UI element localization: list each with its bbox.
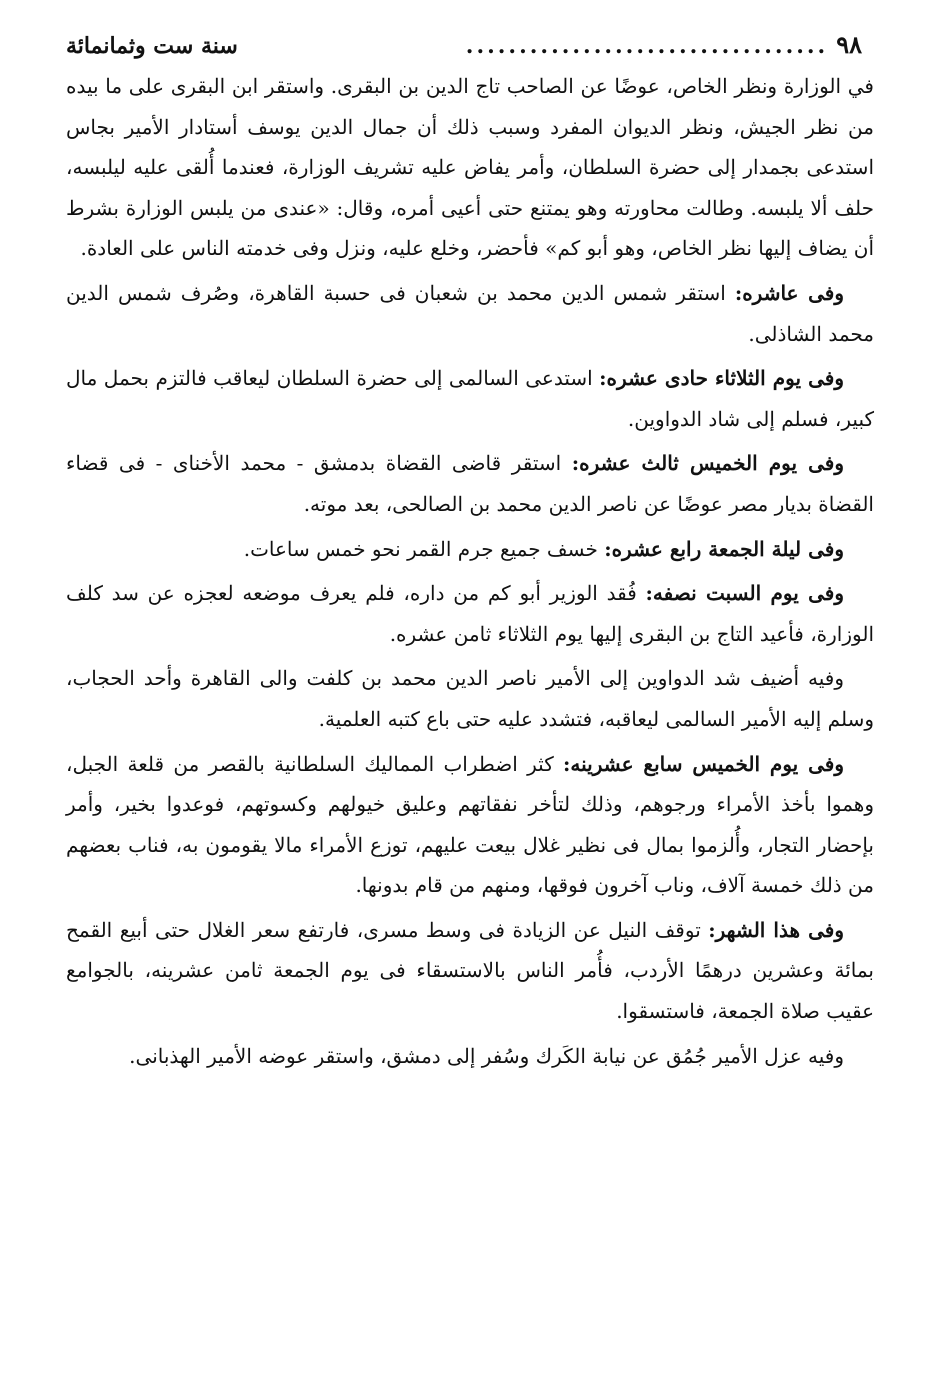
page-number: ٩٨ [836,30,862,59]
paragraph [66,573,874,654]
paragraph-text: كثر اضطراب المماليك السلطانية بالقصر من قلعة الجبل، وهموا بأخذ الأمراء ورجوهم، وذلك لتأخر نفقاتهم وعليق خيولهم وكسوتهم، فوعدوا بخير، وأمر بإحضار التجار، وأُلزموا بمال فى نظير غلال بيعت عليهم، توزع الأمراء مالا يقومون به، فناب بعضهم من ذلك خمسة آلاف، وناب آخرون فوقها، ومنهم من قام بدونها. [66,751,874,898]
paragraph [66,529,874,570]
paragraph-text: وفيه أضيف شد الدواوين إلى الأمير ناصر الدين محمد بن كلفت والى القاهرة وأحد الحجاب، وسلم إليه الأمير السالمى ليعاقبه، فتشدد عليه حتى باع كتبه العلمية. [66,666,874,731]
paragraph-text: فُقد الوزير أبو كم من داره، فلم يعرف موضعه لعجزه عن سد كلف الوزارة، فأعيد التاج بن البقرى إليها يوم الثلاثاء ثامن عشره. [66,581,874,646]
paragraph [66,443,874,524]
paragraph-text: خسف جميع جرم القمر نحو خمس ساعات. [243,536,605,561]
running-header [66,30,862,64]
paragraph-lead: وفى يوم السبت نصفه: [645,581,844,606]
paragraph [66,273,874,354]
paragraph-text: استدعى السالمى إلى حضرة السلطان ليعاقب فالتزم بحمل مال كبير، فسلم إلى شاد الدواوين. [66,366,874,431]
paragraph [66,1036,874,1077]
paragraph-lead: وفى يوم الثلاثاء حادى عشره: [599,366,844,391]
paragraph [66,66,874,269]
body-text [66,66,874,1076]
paragraph [66,744,874,906]
book-page [66,30,874,1341]
paragraph-lead: وفى هذا الشهر: [708,917,844,942]
paragraph [66,910,874,1032]
paragraph-text: استقر قاضى القضاة بدمشق - محمد الأخناى - فى قضاء القضاة بديار مصر عوضًا عن ناصر الدين محمد بن الصالحى، بعد موته. [66,451,874,516]
paragraph-text: وفيه عزل الأمير جُمُق عن نيابة الكَرك وسُفر إلى دمشق، واستقر عوضه الأمير الهذبانى. [129,1043,844,1068]
paragraph-text: استقر شمس الدين محمد بن شعبان فى حسبة القاهرة، وصُرف شمس الدين محمد الشاذلى. [66,280,874,346]
paragraph [66,358,874,439]
header-title: سنة ست وثمانمائة [66,33,238,59]
paragraph-lead: وفى عاشره: [734,280,844,305]
header-leader-dots: .................................. [465,33,829,59]
paragraph [66,658,874,739]
paragraph-lead: وفى ليلة الجمعة رابع عشره: [604,536,844,561]
paragraph-lead: وفى يوم الخميس سابع عشرينه: [563,751,845,776]
paragraph-text: توقف النيل عن الزيادة فى وسط مسرى، فارتفع سعر الغلال حتى أبيع القمح بمائة وعشرين درهمًا الأردب، فأُمر الناس بالاستسقاء فى يوم الجمعة ثامن عشرينه، بالجوامع عقيب صلاة الجمعة، فاستسقوا. [66,917,874,1024]
paragraph-lead: وفى يوم الخميس ثالث عشره: [571,451,844,476]
paragraph-text: في الوزارة ونظر الخاص، عوضًا عن الصاحب تاج الدين بن البقرى. واستقر ابن البقرى على ما بيده من نظر الجيش، ونظر الديوان المفرد وسبب ذلك أن جمال الدين يوسف أستادار الأمير بجاس استدعى بجمدار إلى حضرة السلطان، وأمر يفاض عليه تشريف الوزارة، فعندما أُلقى عليه ليلبسه، حلف ألا يلبسه. وطالت محاورته وهو يمتنع حتى أعيى أمره، وقال: «عندى من يلبس الوزارة بشرط أن يضاف إليها نظر الخاص، وهو أبو كم» فأحضر، وخلع عليه، ونزل وفى خدمته الناس على العادة. [66,74,874,261]
